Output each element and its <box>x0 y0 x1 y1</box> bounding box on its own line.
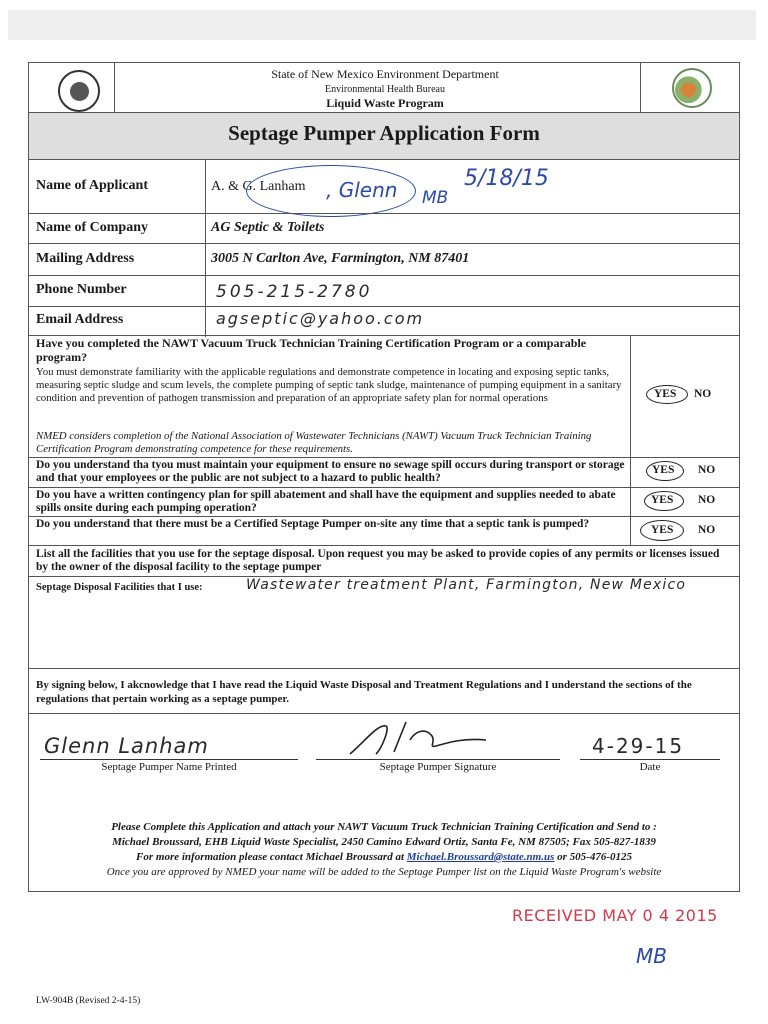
q4-yes[interactable]: YES <box>651 524 674 536</box>
rule <box>29 275 739 276</box>
handwritten-initials: MB <box>422 188 449 208</box>
facilities-label: Septage Disposal Facilities that I use: <box>36 582 203 593</box>
signature-caption: Septage Pumper Signature <box>379 761 497 773</box>
printed-name[interactable]: Glenn Lanham <box>44 734 209 758</box>
signature-date[interactable]: 4-29-15 <box>592 734 685 758</box>
applicant-value[interactable]: A. & G. Lanham <box>211 179 306 194</box>
rule <box>29 457 739 458</box>
rule <box>29 516 739 517</box>
department-logo-icon <box>672 68 712 108</box>
signature-scribble[interactable] <box>346 718 496 760</box>
address-label: Mailing Address <box>36 251 135 266</box>
rule <box>29 668 739 669</box>
rule <box>29 159 739 160</box>
rule <box>29 306 739 307</box>
footer-contact-text: For more information please contact Michael Broussard at <box>136 851 405 863</box>
facilities-instruction: List all the facilities that you use for the septage disposal. Upon request you may be asked to provide copies of any permits or licenses issued by the owner of the disposal facility to the septage pumper <box>36 548 720 573</box>
footer-line-1: Please Complete this Application and attach your NAWT Vacuum Truck Technician Training Certification and Send to : <box>111 821 657 833</box>
email-value[interactable]: agseptic@yahoo.com <box>216 309 425 328</box>
applicant-label: Name of Applicant <box>36 178 148 193</box>
rule <box>29 487 739 488</box>
signature-line <box>580 759 720 760</box>
printed-name-caption: Septage Pumper Name Printed <box>101 761 237 773</box>
signature-line <box>40 759 298 760</box>
answer-divider <box>630 335 631 545</box>
rule <box>29 213 739 214</box>
q2-no[interactable]: NO <box>698 464 716 476</box>
q4-no[interactable]: NO <box>698 524 716 536</box>
date-caption: Date <box>639 761 661 773</box>
program-name: Liquid Waste Program <box>326 96 444 110</box>
rule <box>29 713 739 714</box>
q3-text: Do you have a written contingency plan for spill abatement and shall have the equipment and supplies needed to abate spills onsite during each pumping operation? <box>36 489 616 514</box>
email-label: Email Address <box>36 312 124 327</box>
company-value[interactable]: AG Septic & Toilets <box>211 220 325 235</box>
handwritten-name: , Glenn <box>326 178 398 202</box>
company-label: Name of Company <box>36 220 148 235</box>
footer-phone-text: or 505-476-0125 <box>557 851 632 863</box>
q2-yes[interactable]: YES <box>652 464 675 476</box>
received-stamp: RECEIVED MAY 0 4 2015 <box>512 906 718 925</box>
header-divider-left <box>114 62 115 113</box>
q4-text: Do you understand that there must be a Certified Septage Pumper on-site any time that a septic tank is pumped? <box>36 518 590 530</box>
q3-yes[interactable]: YES <box>651 494 674 506</box>
contact-email-link[interactable]: Michael.Broussard@state.nm.us <box>406 851 555 863</box>
facilities-value[interactable]: Wastewater treatment Plant, Farmington, New Mexico <box>246 577 687 593</box>
q3-no[interactable]: NO <box>698 494 716 506</box>
form-title: Septage Pumper Application Form <box>228 121 540 145</box>
signature-line <box>316 759 560 760</box>
header-divider-right <box>640 62 641 113</box>
rule <box>29 243 739 244</box>
acknowledgement-text: By signing below, I akcnowledge that I have read the Liquid Waste Disposal and Treatment Regulations and I understand the sections of the regulations that pertain working as a septage pumper. <box>36 679 692 705</box>
q1-yes[interactable]: YES <box>654 388 677 400</box>
form-id: LW-904B (Revised 2-4-15) <box>36 996 141 1006</box>
q1-note: NMED considers completion of the National Association of Wastewater Technicians (NAWT) Vacuum Truck Technician Training Certification Program demonstrating competence for these requirements. <box>36 430 592 455</box>
phone-label: Phone Number <box>36 282 127 297</box>
bureau-name: Environmental Health Bureau <box>325 84 445 95</box>
footer-line-2: Michael Broussard, EHB Liquid Waste Specialist, 2450 Camino Edward Ortiz, Santa Fe, NM 87505; Fax 505-827-1839 <box>112 836 656 848</box>
q1-title: Have you completed the NAWT Vacuum Truck Technician Training Certification Program or a comparable program? <box>36 336 587 364</box>
handwritten-date: 5/18/15 <box>464 166 549 191</box>
q2-text: Do you understand tha tyou must maintain your equipment to ensure no sewage spill occurs during transport or storage and that your employees or the public are not subject to a hazard to public health? <box>36 459 625 484</box>
phone-value[interactable]: 505-215-2780 <box>216 282 373 302</box>
rule <box>29 545 739 546</box>
rule <box>29 112 739 113</box>
footer-line-3 <box>29 850 739 865</box>
address-value[interactable]: 3005 N Carlton Ave, Farmington, NM 87401 <box>211 251 470 266</box>
q1-body: You must demonstrate familiarity with the applicable regulations and demonstrate competence in locating and exposing septic tanks, measuring septic sludge and scum levels, the complete pumping of septic tank sludge, maintenance of pumping equipment in a sanitary condition and prevention of pathogen transmission and preparation of an appropriate safety plan for normal operations <box>36 366 622 404</box>
dept-name: State of New Mexico Environment Department <box>271 67 499 81</box>
top-bar <box>8 10 756 40</box>
field-divider <box>205 159 206 337</box>
stamp-initials: MB <box>636 944 667 968</box>
q1-no[interactable]: NO <box>694 388 712 400</box>
footer-line-4: Once you are approved by NMED your name will be added to the Septage Pumper list on the Liquid Waste Program's website <box>106 866 662 878</box>
state-seal-icon <box>58 70 100 112</box>
